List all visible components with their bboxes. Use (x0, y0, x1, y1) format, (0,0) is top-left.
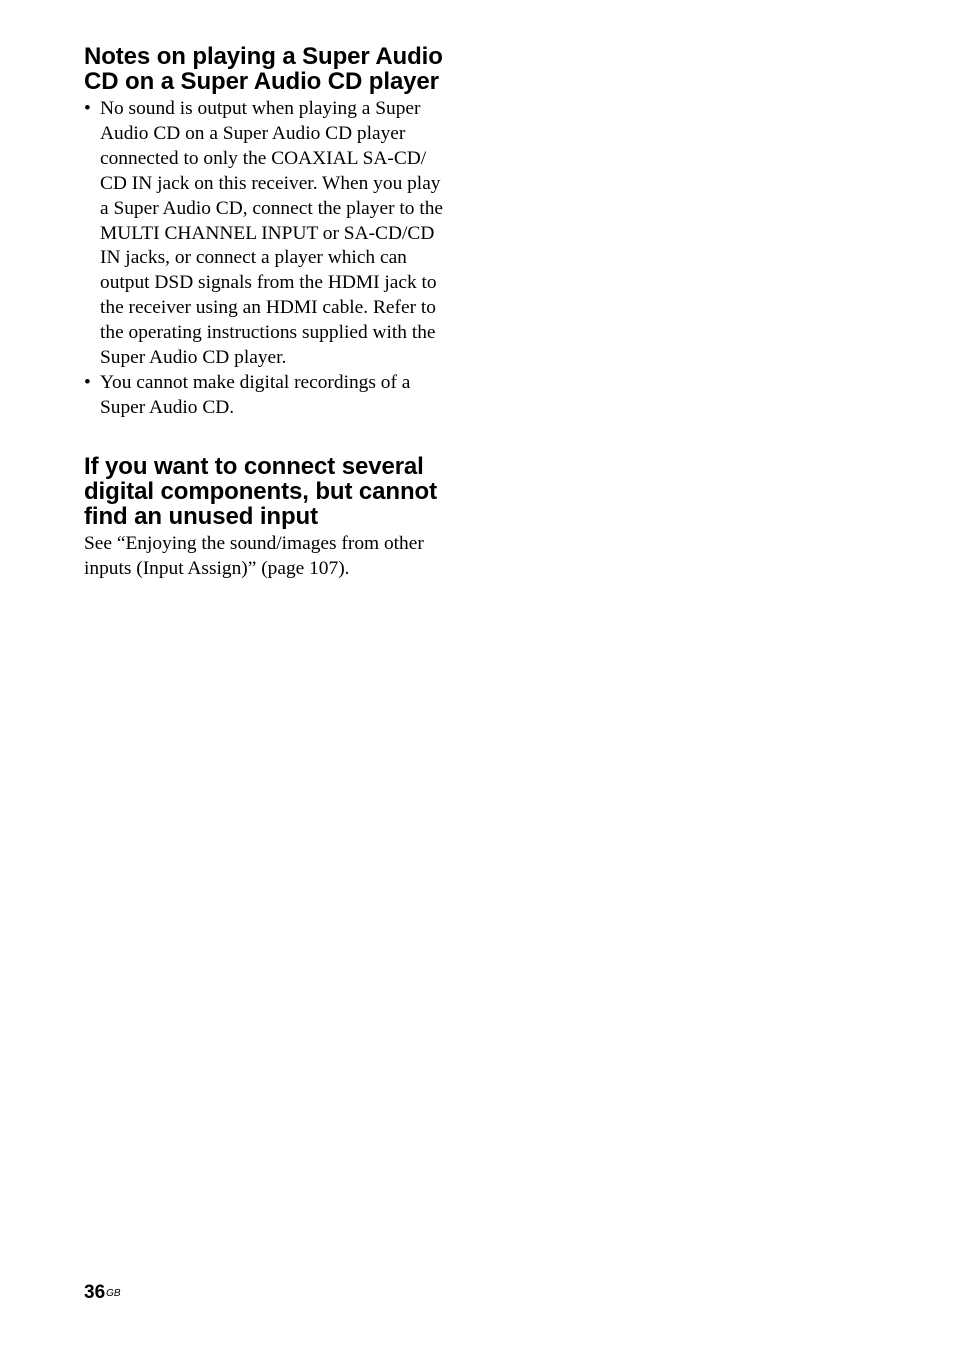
text-line: No sound is output when playing a Super (100, 98, 421, 119)
content-column (84, 44, 464, 582)
cross-reference-paragraph (84, 532, 464, 582)
list-item (84, 371, 464, 421)
section-heading-super-audio-cd (84, 44, 464, 94)
heading-line: digital components, but cannot (84, 477, 437, 505)
text-line: Super Audio CD. (100, 396, 235, 418)
text-line: IN jacks, or connect a player which can (100, 247, 407, 269)
text-line: You cannot make digital recordings of a (100, 371, 411, 393)
page-number: 36 (84, 1282, 106, 1303)
region-code: GB (106, 1288, 121, 1299)
text-line: CD IN jack on this receiver. When you play (100, 172, 441, 194)
page-footer (84, 1282, 121, 1304)
text-line: the receiver using an HDMI cable. Refer to (100, 297, 436, 319)
text-line: inputs (Input Assign)” (page 107). (84, 557, 350, 579)
bullet-icon: • (84, 371, 91, 393)
text-line: the operating instructions supplied with the (100, 322, 436, 344)
text-line: Super Audio CD player. (100, 347, 287, 369)
section-heading-unused-input (84, 454, 464, 529)
text-line: MULTI CHANNEL INPUT or SA-CD/CD (100, 222, 435, 244)
text-line: See “Enjoying the sound/images from other (84, 532, 424, 554)
heading-line: find an unused input (84, 502, 318, 530)
text-line: output DSD signals from the HDMI jack to (100, 272, 437, 294)
text-line: a Super Audio CD, connect the player to the (100, 197, 444, 219)
heading-line: CD on a Super Audio CD player (84, 68, 439, 95)
bullet-icon: • (84, 98, 91, 119)
heading-line: If you want to connect several (84, 452, 424, 480)
text-line: connected to only the COAXIAL SA-CD/ (100, 147, 427, 169)
heading-line: Notes on playing a Super Audio (84, 43, 443, 70)
notes-list (84, 97, 464, 421)
list-item (84, 97, 464, 371)
text-line: Audio CD on a Super Audio CD player (100, 122, 406, 144)
